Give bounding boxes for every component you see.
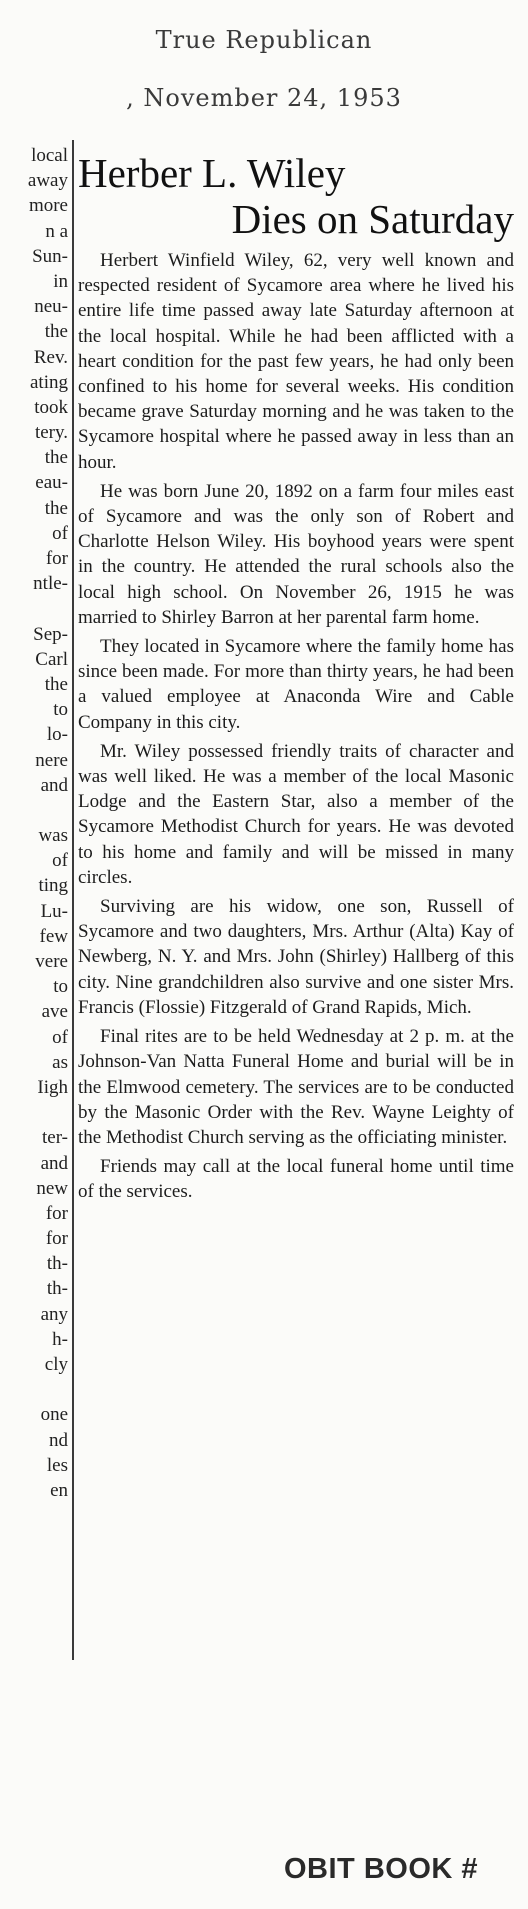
column-fragment: Sun- bbox=[32, 245, 68, 267]
column-fragment: was bbox=[38, 825, 68, 847]
column-fragment bbox=[0, 798, 68, 823]
obit-book-stamp: OBIT BOOK # bbox=[284, 1853, 479, 1885]
article-paragraph: Herbert Winfield Wiley, 62, very well known and respected resident of Sycamore area where he lived his entire life time passed away late Saturday afternoon at the local hospital. While he had been afflicted with a heart condition for the past few years, he had only been confined to his home for several weeks. His condition became grave Saturday morning and he was taken to the Sycamore hospital where he passed away in less than an hour. bbox=[78, 250, 514, 473]
column-fragment: Lu- bbox=[40, 900, 68, 922]
column-fragment: n a bbox=[45, 220, 68, 242]
column-divider bbox=[72, 140, 74, 1660]
column-fragment: and bbox=[40, 774, 68, 796]
column-fragment: for bbox=[45, 548, 68, 569]
column-fragment: more bbox=[28, 195, 68, 217]
column-fragment: Sep- bbox=[33, 623, 68, 645]
column-fragment: en bbox=[50, 1479, 68, 1501]
column-fragment: in bbox=[53, 270, 68, 292]
column-fragment: the bbox=[44, 673, 68, 695]
column-fragment: ntle- bbox=[33, 573, 68, 595]
column-fragment: took bbox=[34, 396, 68, 418]
column-fragment: h- bbox=[52, 1328, 68, 1350]
column-fragment: of bbox=[52, 522, 68, 544]
column-fragment: nd bbox=[49, 1429, 68, 1451]
column-fragment: local bbox=[31, 145, 68, 166]
column-fragment: for bbox=[45, 1202, 68, 1224]
column-fragment: ave bbox=[41, 1001, 68, 1023]
column-fragment: vere bbox=[35, 951, 68, 972]
column-fragment: ter- bbox=[42, 1127, 68, 1149]
column-fragment: cly bbox=[44, 1354, 68, 1375]
column-fragment: ating bbox=[30, 371, 68, 393]
article-paragraph: He was born June 20, 1892 on a farm four miles east of Sycamore and was the only son of Robert and Charlotte Helson Wiley. His boyhood years were spent in the country. He attended the rural schools also the local high school. On November 26, 1915 he was married to Shirley Barron at her parental farm home. bbox=[78, 480, 514, 628]
column-fragment: lo- bbox=[46, 724, 68, 746]
newspaper-name: True Republican bbox=[155, 26, 373, 54]
column-fragment: Rev. bbox=[33, 346, 68, 368]
headline-line-2: Dies on Saturday bbox=[231, 196, 514, 242]
article-paragraph: Friends may call at the local funeral home until time of the services. bbox=[78, 1156, 514, 1203]
column-fragment: to bbox=[53, 699, 68, 721]
clipping-date: , November 24, 1953 bbox=[126, 84, 402, 112]
obituary-article bbox=[78, 150, 514, 1205]
column-fragment bbox=[0, 1377, 68, 1402]
article-paragraph: Mr. Wiley possessed friendly traits of character and was well liked. He was a member of the local Masonic Lodge and the Eastern Star, also a member of the Sycamore Methodist Church for years. He was devoted to his home and family and will be missed in many circles. bbox=[78, 740, 514, 888]
article-body bbox=[78, 248, 514, 1205]
column-fragment: for bbox=[45, 1228, 68, 1250]
column-fragment: eau- bbox=[35, 472, 68, 494]
headline-line-1: Herber L. Wiley bbox=[78, 150, 346, 196]
column-fragment: les bbox=[46, 1454, 68, 1476]
column-fragment: new bbox=[36, 1177, 68, 1199]
column-fragment: tery. bbox=[34, 422, 68, 444]
column-fragment: neu- bbox=[34, 296, 68, 318]
column-fragment: the bbox=[44, 447, 68, 469]
column-fragment: to bbox=[53, 976, 68, 998]
column-fragment: Carl bbox=[35, 648, 68, 670]
column-fragment bbox=[0, 596, 68, 621]
adjacent-column-fragments bbox=[0, 143, 68, 1523]
column-fragment: of bbox=[52, 1026, 68, 1048]
column-fragment: th- bbox=[46, 1253, 68, 1275]
column-fragment: few bbox=[39, 925, 68, 947]
column-fragment bbox=[0, 1100, 68, 1125]
column-fragment: th- bbox=[46, 1278, 68, 1300]
column-fragment: of bbox=[52, 850, 68, 872]
column-fragment: the bbox=[44, 321, 68, 343]
column-fragment: and bbox=[40, 1152, 68, 1174]
column-fragment: any bbox=[40, 1303, 68, 1325]
column-fragment: as bbox=[52, 1051, 68, 1073]
column-fragment: nere bbox=[35, 749, 68, 771]
article-paragraph: They located in Sycamore where the family home has since been made. For more than thirty years, he had been a valued employee at Anaconda Wire and Cable Company in this city. bbox=[78, 636, 514, 733]
column-fragment: away bbox=[27, 170, 68, 192]
column-fragment: one bbox=[40, 1404, 68, 1426]
article-paragraph: Surviving are his widow, one son, Russell of Sycamore and two daughters, Mrs. Arthur (Alta) Kay of Newberg, N. Y. and Mrs. John (Shirley) Hallberg of this city. Nine grandchildren also survive and one sister Mrs. Francis (Flossie) Fitzgerald of Grand Rapids, Mich. bbox=[78, 896, 514, 1018]
article-paragraph: Final rites are to be held Wednesday at 2 p. m. at the Johnson-Van Natta Funeral Home and burial will be in the Elmwood cemetery. The services are to be conducted by the Masonic Order with the Rev. Wayne Leighty of the Methodist Church serving as the officiating minister. bbox=[78, 1026, 514, 1148]
column-fragment: Iigh bbox=[37, 1076, 68, 1098]
column-fragment: ting bbox=[38, 875, 68, 897]
column-fragment: the bbox=[44, 497, 68, 519]
